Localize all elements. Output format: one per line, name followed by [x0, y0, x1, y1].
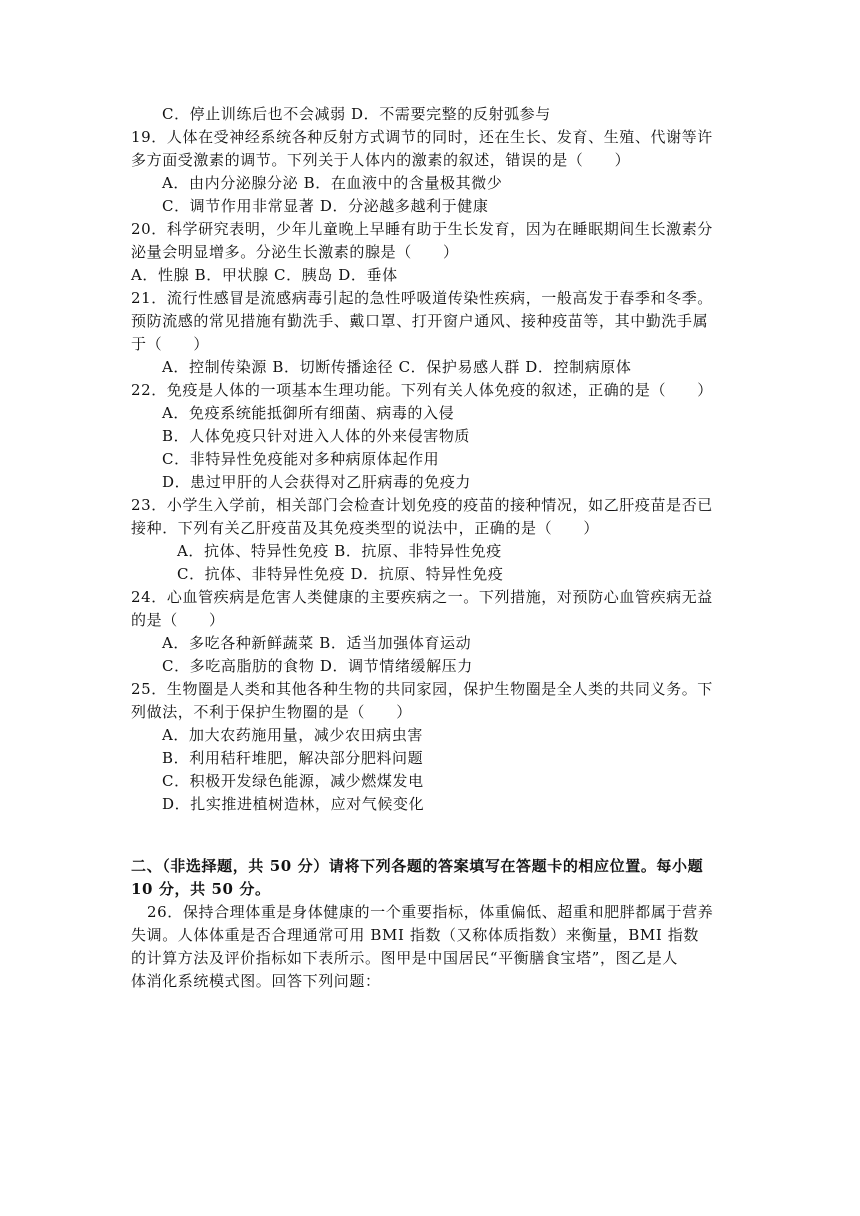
q25-option-d: D．扎实推进植树造林，应对气候变化 — [162, 795, 425, 813]
q26-stem: 26．保持合理体重是身体健康的一个重要指标，体重偏低、超重和肥胖都属于营养 — [147, 903, 714, 921]
section-two-heading: 二、（非选择题，共 50 分）请将下列各题的答案填写在答题卡的相应位置。每小题 — [131, 857, 704, 875]
section-two-heading: 10 分，共 50 分。 — [131, 880, 271, 898]
q19-stem: 19．人体在受神经系统各种反射方式调节的同时，还在生长、发育、生殖、代谢等许 — [131, 128, 713, 146]
q22-stem: 22．免疫是人体的一项基本生理功能。下列有关人体免疫的叙述，正确的是（ ） — [131, 381, 713, 399]
q19-stem: 多方面受激素的调节。下列关于人体内的激素的叙述，错误的是（ ） — [131, 151, 631, 169]
q25-stem: 列做法，不利于保护生物圈的是（ ） — [131, 703, 412, 721]
q20-stem: 20．科学研究表明，少年儿童晚上早睡有助于生长发育，因为在睡眠期间生长激素分 — [131, 220, 713, 238]
q23-options-cd: C．抗体、非特异性免疫 D．抗原、特异性免疫 — [177, 565, 504, 583]
q22-option-d: D．患过甲肝的人会获得对乙肝病毒的免疫力 — [162, 473, 472, 491]
q19-options-ab: A．由内分泌腺分泌 B．在血液中的含量极其微少 — [162, 174, 503, 192]
q23-stem: 接种．下列有关乙肝疫苗及其免疫类型的说法中，正确的是（ ） — [131, 519, 600, 537]
q24-options-ab: A．多吃各种新鲜蔬菜 B．适当加强体育运动 — [162, 634, 472, 652]
q22-option-c: C．非特异性免疫能对多种病原体起作用 — [162, 450, 440, 468]
q23-stem: 23．小学生入学前，相关部门会检查计划免疫的疫苗的接种情况，如乙肝疫苗是否已 — [131, 496, 713, 514]
q21-stem: 21．流行性感冒是流感病毒引起的急性呼吸道传染性疾病，一般高发于春季和冬季。 — [131, 289, 713, 307]
q26-stem: 的计算方法及评价指标如下表所示。图甲是中国居民“平衡膳食宝塔”，图乙是人 — [131, 949, 678, 967]
q24-options-cd: C．多吃高脂肪的食物 D．调节情绪缓解压力 — [162, 657, 473, 675]
q19-options-cd: C．调节作用非常显著 D．分泌越多越利于健康 — [162, 197, 489, 215]
q25-option-c: C．积极开发绿色能源，减少燃煤发电 — [162, 772, 424, 790]
q20-stem: 泌量会明显增多。分泌生长激素的腺是（ ） — [131, 243, 459, 261]
q26-stem: 体消化系统模式图。回答下列问题： — [131, 972, 381, 990]
q18-options-cd: C．停止训练后也不会减弱 D．不需要完整的反射弧参与 — [162, 105, 551, 123]
q25-stem: 25．生物圈是人类和其他各种生物的共同家园，保护生物圈是全人类的共同义务。下 — [131, 680, 713, 698]
q25-option-b: B．利用秸秆堆肥，解决部分肥料问题 — [162, 749, 424, 767]
q26-stem: 失调。人体体重是否合理通常可用 BMI 指数（又称体质指数）来衡量，BMI 指数 — [131, 926, 699, 944]
q25-option-a: A．加大农药施用量，减少农田病虫害 — [162, 726, 424, 744]
q24-stem: 的是（ ） — [131, 611, 225, 629]
q21-options: A．控制传染源 B．切断传播途径 C．保护易感人群 D．控制病原体 — [162, 358, 632, 376]
q21-stem: 于（ ） — [131, 335, 210, 353]
q23-options-ab: A．抗体、特异性免疫 B．抗原、非特异性免疫 — [177, 542, 502, 560]
q22-option-b: B．人体免疫只针对进入人体的外来侵害物质 — [162, 427, 471, 445]
q24-stem: 24．心血管疾病是危害人类健康的主要疾病之一。下列措施，对预防心血管疾病无益 — [131, 588, 713, 606]
q22-option-a: A．免疫系统能抵御所有细菌、病毒的入侵 — [162, 404, 455, 422]
q21-stem: 预防流感的常见措施有勤洗手、戴口罩、打开窗户通风、接种疫苗等，其中勤洗手属 — [131, 312, 709, 330]
q20-options: A．性腺 B．甲状腺 C．胰岛 D．垂体 — [131, 266, 398, 284]
